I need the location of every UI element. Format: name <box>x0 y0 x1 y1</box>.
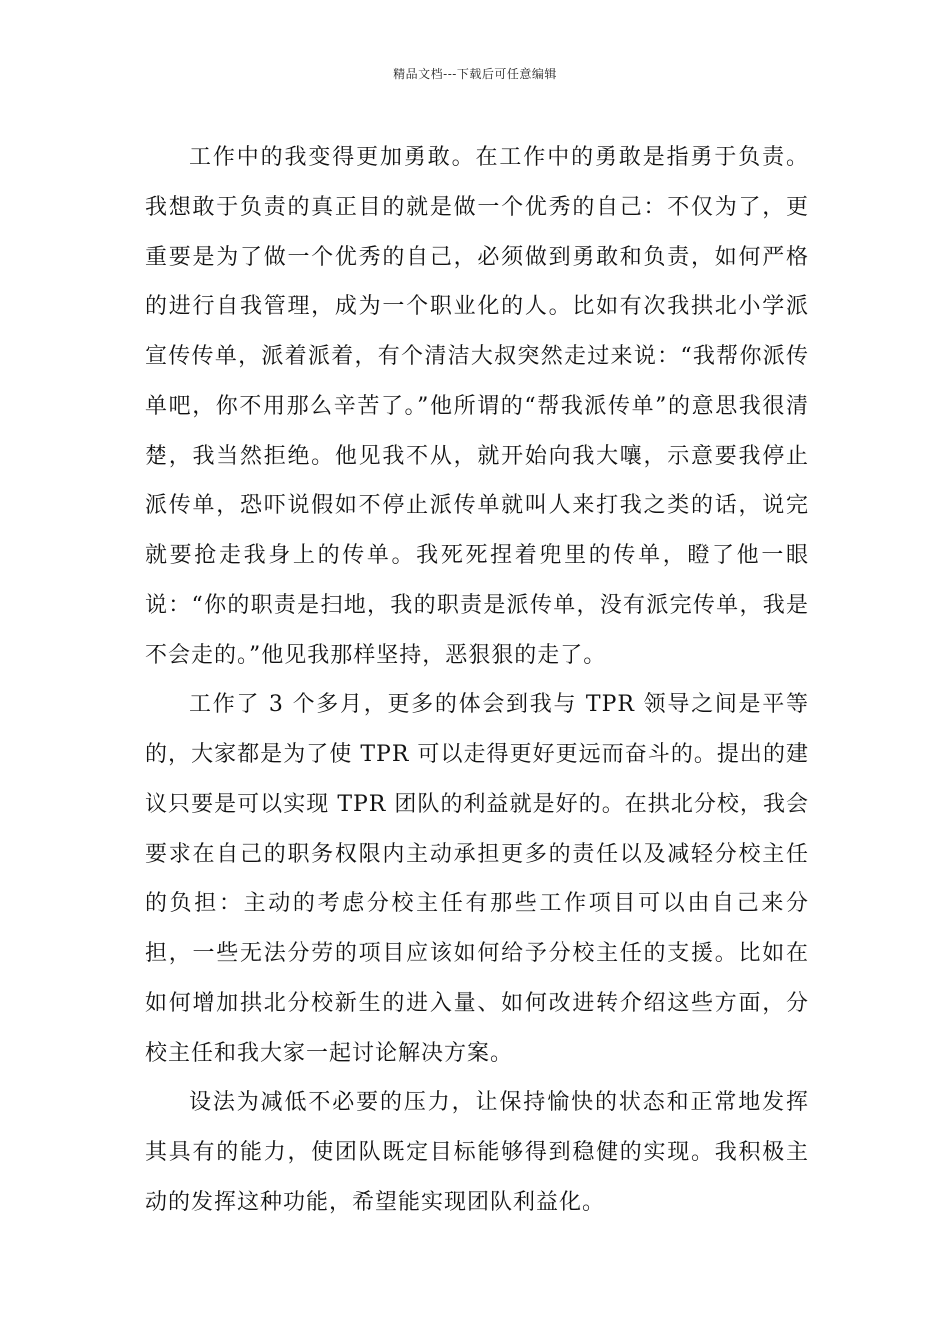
page-header: 精品文档---下载后可任意编辑 <box>393 67 557 81</box>
paragraph-2: 工作了 3 个多月，更多的体会到我与 TPR 领导之间是平等的，大家都是为了使 TPR 可以走得更好更远而奋斗的。提出的建议只要是可以实现 TPR 团队的利益就是好的。在拱北分校，我会要求在自己的职务权限内主动承担更多的责任以及减轻分校主任的负担：主动的考虑分校主任有那些工作项目可以由自己来分担，一些无法分劳的项目应该如何给予分校主任的支援。比如在如何增加拱北分校新生的进入量、如何改进转介绍这些方面，分校主任和我大家一起讨论解决方案。 <box>145 692 809 1066</box>
paragraph-1: 工作中的我变得更加勇敢。在工作中的勇敢是指勇于负责。我想敢于负责的真正目的就是做一个优秀的自己：不仅为了，更重要是为了做一个优秀的自己，必须做到勇敢和负责，如何严格的进行自我管理，成为一个职业化的人。比如有次我拱北小学派宣传传单，派着派着，有个清洁大叔突然走过来说：“我帮你派传单吧，你不用那么辛苦了。”他所谓的“帮我派传单”的意思我很清楚，我当然拒绝。他见我不从，就开始向我大嚷，示意要我停止派传单，恐吓说假如不停止派传单就叫人来打我之类的话，说完就要抢走我身上的传单。我死死捏着兜里的传单，瞪了他一眼说：“你的职责是扫地，我的职责是派传单，没有派完传单，我是不会走的。”他见我那样坚持，恶狠狠的走了。 <box>145 145 809 668</box>
paragraph-3: 设法为减低不必要的压力，让保持愉快的状态和正常地发挥其具有的能力，使团队既定目标能够得到稳健的实现。我积极主动的发挥这种功能，希望能实现团队利益化。 <box>145 1090 809 1215</box>
document-body <box>145 133 809 1228</box>
